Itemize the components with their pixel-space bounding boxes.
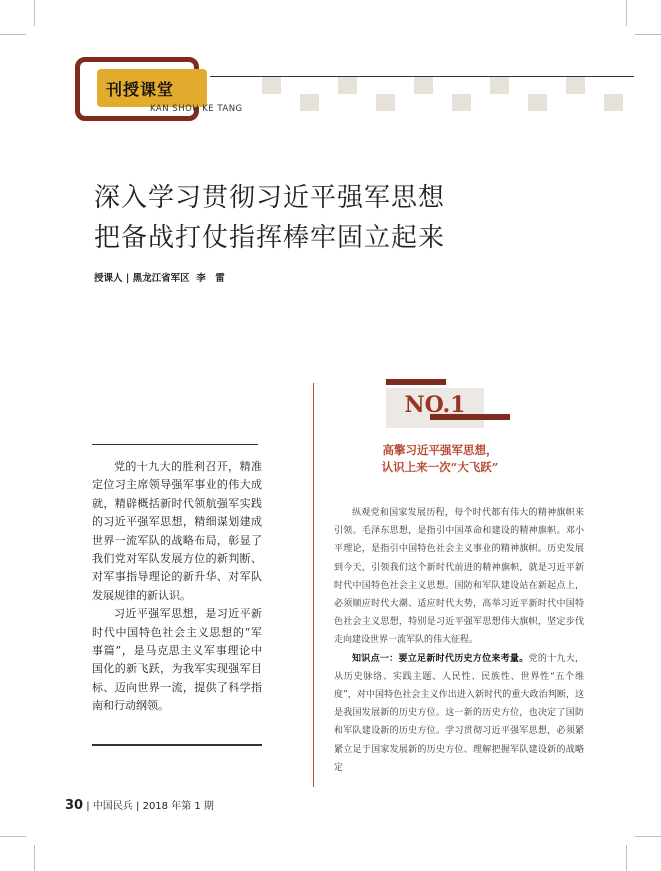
- crop-mark: [34, 0, 35, 26]
- section-label: 刊授课堂: [106, 80, 175, 99]
- section-heading: [340, 442, 540, 476]
- crop-mark: [635, 34, 661, 35]
- title-line-1: 深入学习贯彻习近平强军思想: [94, 183, 446, 213]
- footer-separator: |: [132, 801, 143, 812]
- article-title: [94, 178, 445, 258]
- section-pinyin: KAN SHOU KE TANG: [150, 104, 243, 114]
- section-number: NO.1: [404, 392, 466, 418]
- number-bar-top: [386, 379, 446, 385]
- knowledge-point-label: 知识点一：要立足新时代历史方位来考量。: [352, 653, 529, 664]
- byline-separator: |: [122, 273, 133, 284]
- intro-rule-bottom: [92, 744, 262, 746]
- byline-name: 李 雷: [196, 273, 225, 284]
- column-divider: [313, 383, 314, 787]
- section-body: [334, 504, 584, 777]
- crop-mark: [626, 845, 627, 871]
- crop-mark: [635, 836, 661, 837]
- intro-text: [92, 458, 262, 716]
- crop-mark: [34, 845, 35, 871]
- issue-label: 2018 年第 1 期: [142, 801, 214, 812]
- footer-separator: |: [86, 801, 93, 812]
- byline: [94, 270, 225, 284]
- page-number: 30: [65, 798, 84, 813]
- crop-mark: [0, 34, 26, 35]
- crop-mark: [626, 0, 627, 26]
- knowledge-point-text: 党的十九大，从历史脉络、实践主题、人民性、民族性、世界性“五个维度”，对中国特色社会主义作出进入新时代的重大政治判断，这是我国发展新的历史方位。这一新的历史方位，也决定了国防和军队建设新的历史方位。学习贯彻习近平强军思想，必须紧紧立足于国家发展新的历史方位、理解把握军队建设新的战略定: [334, 653, 584, 773]
- intro-rule-top: [92, 444, 258, 445]
- knowledge-point: [334, 650, 584, 777]
- crop-mark: [0, 836, 26, 837]
- byline-unit: 黑龙江省军区: [132, 273, 190, 284]
- magazine-name: 中国民兵: [92, 801, 133, 812]
- section-heading-line-2: 认识上来一次“大飞跃”: [381, 460, 499, 474]
- body-paragraph: 纵观党和国家发展历程，每个时代都有伟大的精神旗帜来引领。毛泽东思想，是指引中国革命和建设的精神旗帜。邓小平理论，是指引中国特色社会主义事业的精神旗帜。历史发展到今天，引领我们这个新时代前进的精神旗帜，就是习近平新时代中国特色社会主义思想。国防和军队建设站在新起点上，必须顺应时代大潮、适应时代大势，高举习近平新时代中国特色社会主义思想，特别是习近平强军思想伟大旗帜，坚定步伐走向建设世界一流军队的伟大征程。: [334, 508, 584, 646]
- byline-role: 授课人: [94, 273, 123, 284]
- section-heading-line-1: 高擎习近平强军思想，: [382, 443, 498, 457]
- intro-paragraph-1: 党的十九大的胜利召开，精准定位习主席领导强军事业的伟大成就，精辟概括新时代领航强军实践的习近平强军思想，精细谋划建成世界一流军队的战略布局，彰显了我们党对军队发展方位的新判断、对军事指导理论的新升华、对军队发展规律的新认识。: [92, 460, 262, 602]
- page-footer: [65, 797, 214, 813]
- intro-paragraph-2: 习近平强军思想，是习近平新时代中国特色社会主义思想的“军事篇”，是马克思主义军事理论中国化的新飞跃，为我军实现强军目标、迈向世界一流，提供了科学指南和行动纲领。: [92, 607, 262, 713]
- title-line-2: 把备战打仗指挥棒牢固立起来: [94, 223, 446, 253]
